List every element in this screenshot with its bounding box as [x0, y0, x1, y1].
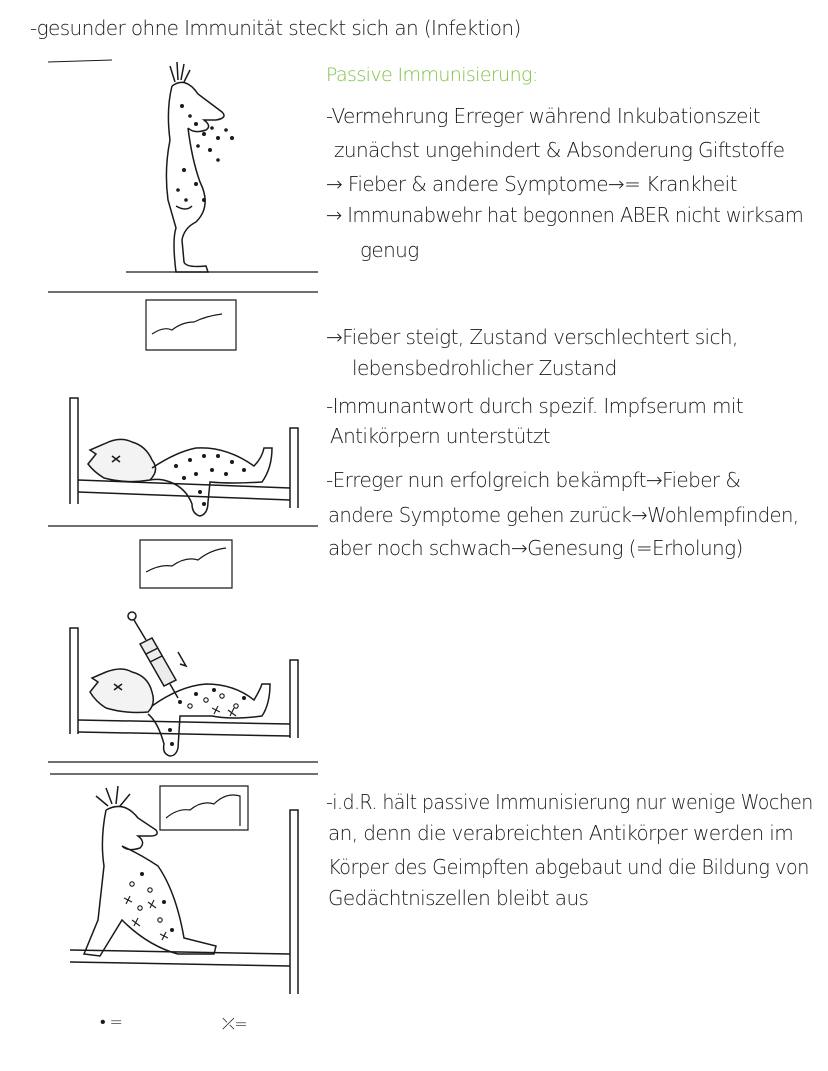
fever-curve	[166, 795, 240, 826]
lying-figure	[90, 669, 270, 756]
fever-curve	[146, 548, 226, 572]
note-line: genug	[360, 238, 419, 262]
note-line: lebensbedrohlicher Zustand	[352, 356, 617, 380]
pathogen-dots	[140, 872, 174, 932]
legend-cross-item: ⤫=	[222, 1014, 248, 1033]
antibody-marks	[124, 882, 168, 940]
note-line: -i.d.R. hält passive Immunisierung nur wenige Wochen	[326, 790, 813, 814]
note-line: andere Symptome gehen zurück→Wohlempfinden,	[328, 503, 799, 527]
legend-dot-item: • =	[100, 1012, 123, 1031]
standing-figure	[166, 62, 224, 272]
section-title: Passive Immunisierung:	[326, 64, 538, 86]
note-line: -Immunantwort durch spezif. Impfserum mit	[326, 394, 744, 418]
note-line: → Fieber & andere Symptome→= Krankheit	[326, 172, 737, 196]
note-line: Gedächtniszellen bleibt aus	[328, 886, 589, 910]
pathogen-dots	[176, 104, 234, 202]
divider-line	[48, 60, 112, 62]
note-line: → Immunabwehr hat begonnen ABER nicht wirksam	[326, 203, 804, 227]
note-line: →Fieber steigt, Zustand verschlechtert sich,	[326, 325, 738, 349]
sitting-figure	[84, 786, 216, 956]
recovery-illustration	[0, 770, 320, 1010]
note-line: aber noch schwach→Genesung (=Erholung)	[328, 536, 743, 560]
note-line: zunächst ungehindert & Absonderung Giftstoffe	[334, 138, 785, 162]
lying-figure	[88, 439, 272, 516]
antibody-marks	[188, 694, 238, 716]
fever-chart-frame	[140, 540, 232, 588]
bed	[70, 810, 298, 994]
infected-figure-illustration	[0, 0, 320, 360]
fever-chart-frame	[146, 300, 236, 350]
fever-chart-frame	[160, 786, 248, 830]
note-line: an, denn die verabreichten Antikörper werden im	[328, 821, 794, 845]
note-line: Antikörpern unterstützt	[330, 424, 551, 448]
note-line: -Erreger nun erfolgreich bekämpft→Fieber &	[326, 468, 741, 492]
note-line: Körper des Geimpften abgebaut und die Bildung von	[328, 855, 809, 879]
infection-heading: -gesunder ohne Immunität steckt sich an (Infektion)	[30, 16, 521, 40]
note-line: -Vermehrung Erreger während Inkubationszeit	[326, 104, 760, 128]
fever-curve	[152, 314, 222, 334]
injection-illustration	[0, 610, 320, 770]
sick-in-bed-illustration	[0, 380, 320, 620]
